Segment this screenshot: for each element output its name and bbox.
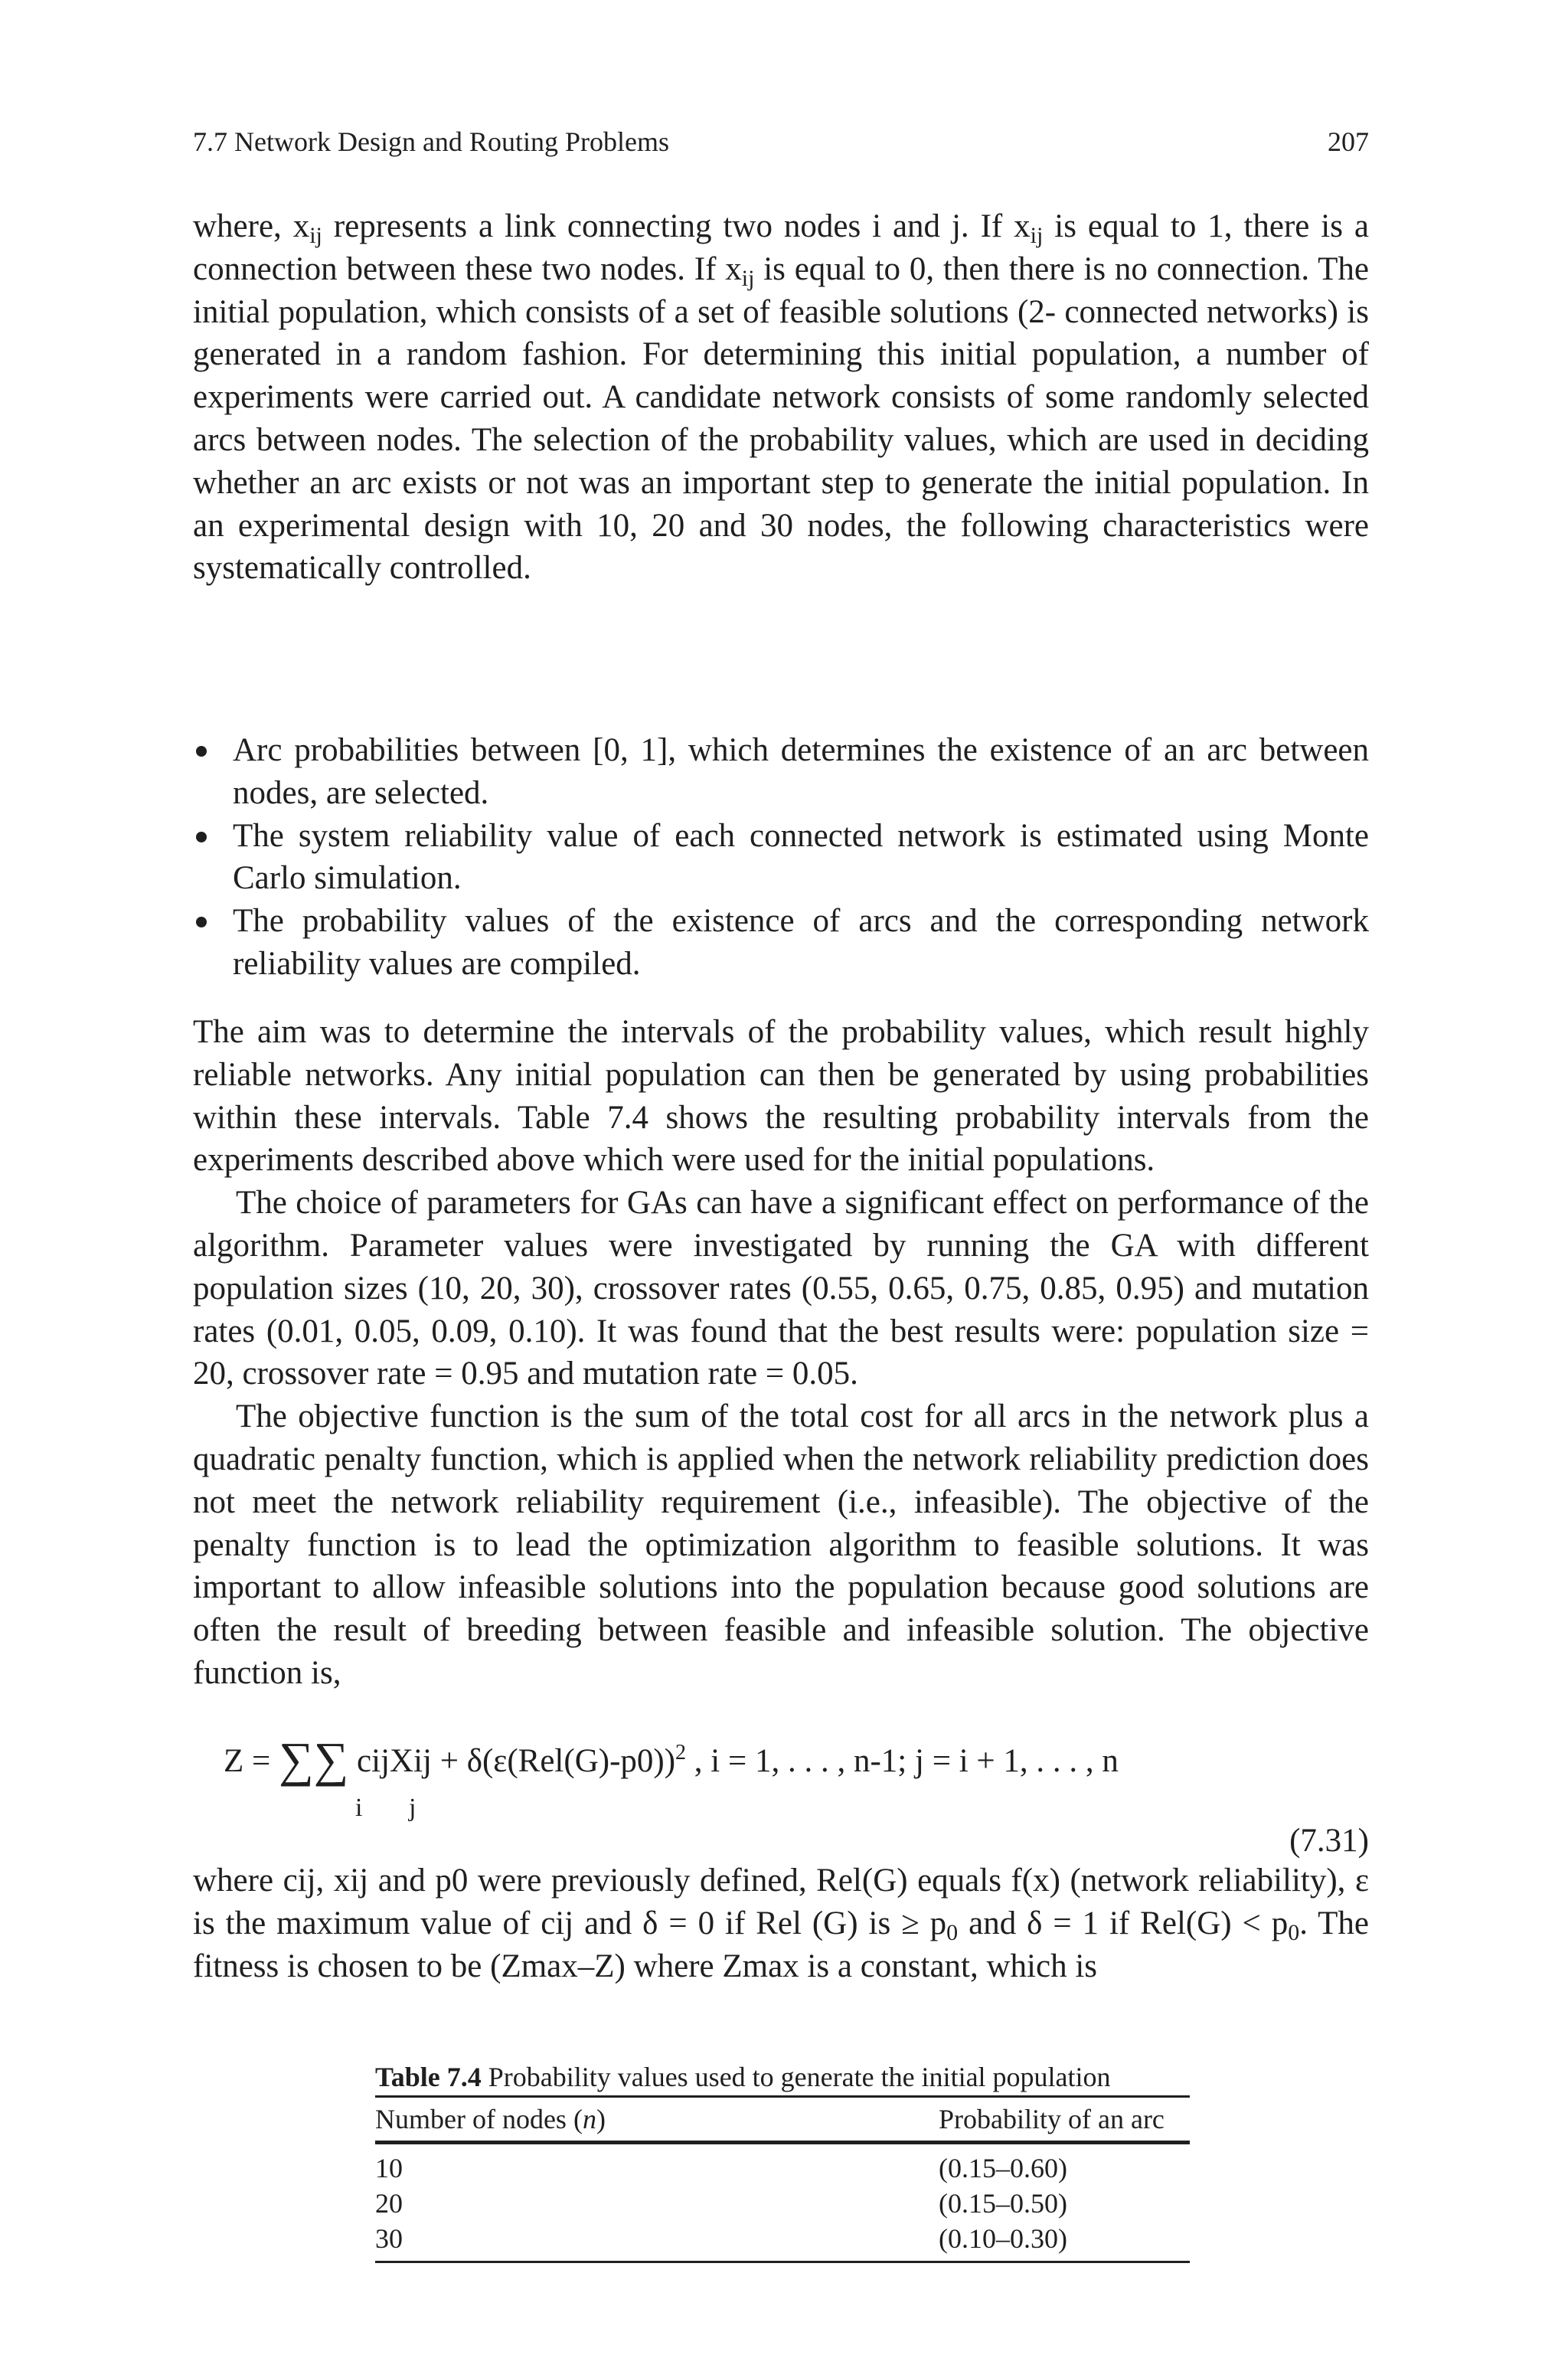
table-row bbox=[375, 2221, 1190, 2256]
running-head bbox=[193, 123, 1369, 161]
table-body bbox=[375, 2144, 1190, 2263]
paragraph-intervals: The aim was to determine the intervals of the probability values, which result highly reliable networks. Any initial population can then be generated by using probabilities within these intervals. Table 7.4 shows the resulting probability intervals from the experiments described above which were used for the initial populations. bbox=[193, 1014, 1369, 1179]
sum-symbol: ∑ bbox=[279, 1732, 314, 1787]
sum-index-j: j bbox=[409, 1794, 416, 1822]
list-item: Arc probabilities between [0, 1], which determines the existence of an arc between nodes, are selected. bbox=[193, 729, 1369, 815]
table-row bbox=[375, 2150, 1190, 2186]
cell-probability: (0.15–0.60) bbox=[939, 2153, 1067, 2183]
column-header-probability: Probability of an arc bbox=[939, 2104, 1165, 2134]
bullet-list bbox=[193, 729, 1369, 986]
sum-symbol: ∑ bbox=[313, 1732, 349, 1787]
equation-7-31 bbox=[224, 1723, 1369, 1859]
cell-probability: (0.10–0.30) bbox=[939, 2223, 1067, 2254]
bullet-icon bbox=[196, 917, 207, 927]
section-title: 7.7 Network Design and Routing Problems bbox=[193, 126, 669, 157]
text-block-parameters bbox=[193, 1011, 1369, 1695]
table-header bbox=[375, 2098, 1190, 2144]
paragraph-definitions: where cij, xij and p0 were previously defined, Rel(G) equals f(x) (network reliability), ε is the maximum value of cij and δ = 0 if Rel (G) is ≥ $p_0$ and δ = 1 if $Rel(G) < p_0$. The fitness is chosen to be (Zmax–Z) where Zmax is a constant, which is bbox=[193, 1863, 1369, 1984]
text-block-main bbox=[193, 205, 1369, 590]
table-7-4 bbox=[375, 2059, 1190, 2263]
equation-number: (7.31) bbox=[1289, 1823, 1369, 1859]
cell-probability: (0.15–0.50) bbox=[939, 2188, 1067, 2219]
cell-nodes: 30 bbox=[375, 2223, 403, 2254]
page-number: 207 bbox=[1328, 126, 1369, 157]
table-row bbox=[375, 2186, 1190, 2221]
text-block-definitions bbox=[193, 1859, 1369, 1987]
paragraph-ga-parameters: The choice of parameters for GAs can have a significant effect on performance of the algorithm. Parameter values were investigated by running the GA with different population sizes (10, 20, 30), crossover rates (0.55, 0.65, 0.75, 0.85, 0.95) and mutation rates (0.01, 0.05, 0.09, 0.10). It was found that the best results were: population size = 20, crossover rate = 0.95 and mutation rate = 0.05. bbox=[193, 1185, 1369, 1392]
list-item: The system reliability value of each connected network is estimated using Monte Carlo simulation. bbox=[193, 815, 1369, 901]
paragraph-intro: where, $x_{ij}$ represents a link connecting two nodes i and j. If $x_{ij}$ is equal to 1, there is a connection between these two nodes. If $x_{ij}$ is equal to 0, then there is no connection. The initial population, which consists of a set of feasible solutions (2- connected networks) is generated in a random fashion. For determining this initial population, a number of experiments were carried out. A candidate network consists of some randomly selected arcs between nodes. The selection of the probability values, which are used in deciding whether an arc exists or not was an important step to generate the initial population. In an experimental design with 10, 20 and 30 nodes, the following characteristics were systematically controlled. bbox=[193, 208, 1370, 587]
equation-line: Z = ∑∑ cijXij + $\delta(\varepsilon(Rel(G)-p0))^2$ , i = 1, . . . , n-1; j = i + 1, . . . , n bbox=[224, 1732, 1119, 1787]
cell-nodes: 10 bbox=[375, 2153, 403, 2183]
column-header-nodes: Number of nodes (n) bbox=[375, 2104, 606, 2134]
paragraph-objective: The objective function is the sum of the total cost for all arcs in the network plus a quadratic penalty function, which is applied when the network reliability prediction does not meet the network reliability requirement (i.e., infeasible). The objective of the penalty function is to lead the optimization algorithm to feasible solutions. It was important to allow infeasible solutions into the population because good solutions are often the result of breeding between feasible and infeasible solution. The objective function is, bbox=[193, 1398, 1369, 1691]
table-caption: Table 7.4 Probability values used to generate the initial population bbox=[375, 2059, 1190, 2098]
list-item: The probability values of the existence of arcs and the corresponding network reliability values are compiled. bbox=[193, 900, 1369, 986]
book-page bbox=[193, 123, 1370, 2254]
sum-index-i: i bbox=[355, 1794, 363, 1822]
bullet-icon bbox=[196, 746, 207, 757]
cell-nodes: 20 bbox=[375, 2188, 403, 2219]
bullet-icon bbox=[196, 832, 207, 842]
